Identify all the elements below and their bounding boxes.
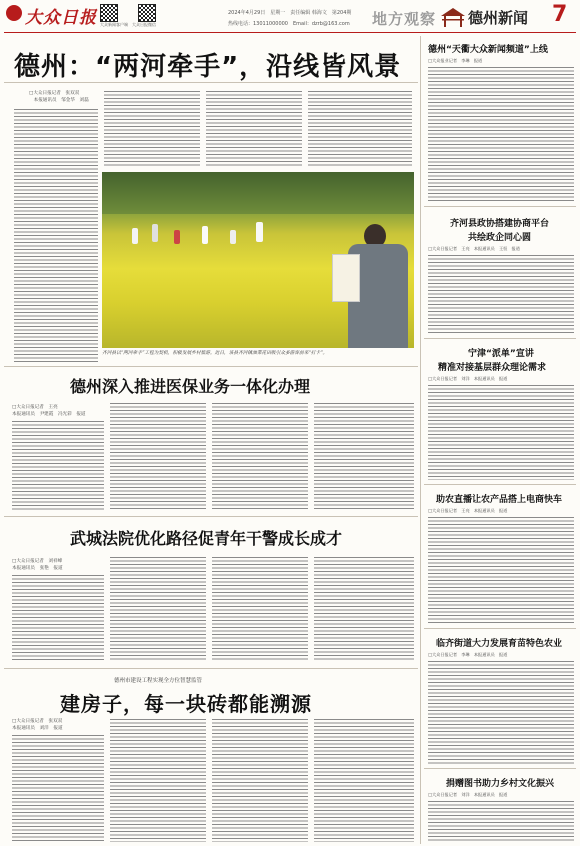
- right-column: [424, 36, 576, 844]
- right-story-5-byline: □大众日报记者 李琳 本报通讯员 报道: [428, 652, 508, 657]
- masthead: [0, 0, 580, 34]
- qr-code-2[interactable]: [138, 4, 156, 22]
- right-story-3-rule: [424, 338, 576, 339]
- story4-text-col-4: [314, 718, 414, 842]
- main-story-photo-caption: 齐河县以“两河牵手”工程为契机，积极发展乡村旅游。近日，该县齐河镇油菜花田吸引众多游客前来“打卡”。: [102, 351, 328, 356]
- page-number: 7: [552, 2, 568, 27]
- right-story-4-rule: [424, 484, 576, 485]
- logo-title: 大众日报: [25, 8, 97, 28]
- masthead-rule: [4, 32, 576, 33]
- right-story-3-text: [428, 384, 574, 480]
- story4-text-col-1: [12, 734, 104, 842]
- story3-title: 武城法院优化路径促青年干警成长成才: [70, 529, 343, 548]
- story3-text-col-3: [212, 556, 308, 662]
- main-story-text-col-3: [206, 90, 302, 168]
- story4-text-col-3: [212, 718, 308, 842]
- right-story-3-title-1: 宁津“派单”宣讲: [468, 349, 534, 359]
- logo-emblem-icon: [6, 5, 22, 21]
- photo-painter: [330, 224, 414, 348]
- main-story-text-col-1: [14, 108, 98, 362]
- right-story-4-text: [428, 516, 574, 624]
- section-city-label: 德州新闻: [468, 9, 529, 27]
- right-story-2-text: [428, 254, 574, 334]
- story2-text-col-1: [12, 420, 104, 510]
- story2: [4, 366, 418, 514]
- right-story-1-byline: □大众报业记者 李琳 报道: [428, 58, 483, 63]
- right-story-2-title-2: 共绘政企同心圆: [468, 233, 532, 243]
- story2-title: 德州深入推进医保业务一体化办理: [70, 377, 311, 396]
- column-divider: [420, 36, 421, 844]
- story3-byline-2: 本报通讯员 张艳 报道: [12, 566, 63, 571]
- right-story-2-rule: [424, 206, 576, 207]
- main-story-byline-2: 本报通讯员 邹金华 刘磊: [29, 98, 89, 103]
- right-story-3-byline: □大众日报记者 刘洋 本报通讯员 报道: [428, 376, 508, 381]
- right-story-1-text: [428, 66, 574, 202]
- story4-byline-1: □大众日报记者 张双双: [12, 719, 63, 724]
- title-rule: [4, 82, 418, 83]
- newspaper-logo: [6, 3, 96, 27]
- story2-byline-1: □大众日报记者 王亮: [12, 405, 58, 410]
- section-label: 地方观察: [372, 10, 437, 28]
- main-story-byline: □大众日报记者 张双双: [29, 91, 80, 96]
- main-story-photo: [102, 172, 414, 348]
- right-story-2-title-1: 齐河县政协搭建协商平台: [450, 219, 550, 229]
- story2-text-col-2: [110, 402, 206, 510]
- section-ornament-icon: [440, 6, 466, 28]
- story3-byline-1: □大众日报记者 刘祥峰: [12, 559, 63, 564]
- right-story-6-rule: [424, 768, 576, 769]
- photo-figures: [132, 218, 272, 258]
- story4-text-col-2: [110, 718, 206, 842]
- photo-tree-line: [102, 172, 414, 214]
- qr-caption-1: 大众新闻客户端: [100, 22, 128, 27]
- right-story-3-title-2: 精准对接基层群众理论需求: [438, 363, 547, 373]
- right-story-4-title: 助农直播让农产品搭上电商快车: [436, 495, 563, 505]
- story4: [4, 668, 418, 844]
- main-story-title: 德州：“两河牵手”，沿线皆风景: [14, 52, 402, 82]
- story2-text-col-3: [212, 402, 308, 510]
- story3: [4, 516, 418, 666]
- main-story: [4, 34, 418, 364]
- story2-text-col-4: [314, 402, 414, 510]
- right-story-6-byline: □大众日报记者 刘洋 本报通讯员 报道: [428, 792, 508, 797]
- story4-byline-2: 本报通讯员 刘洋 报道: [12, 726, 63, 731]
- right-story-5-rule: [424, 628, 576, 629]
- contact-line: 热线电话：13011000000 Email：dzrb@163.com: [228, 21, 350, 27]
- right-story-1-title: 德州“天衢大众新闻频道”上线: [428, 45, 548, 55]
- main-story-text-col-4: [308, 90, 412, 168]
- right-story-6-text: [428, 800, 574, 842]
- date-line: 2024年4月29日 星期一 责任编辑 韩海文 第204期: [228, 10, 352, 16]
- right-story-6-title: 捐赠图书助力乡村文化振兴: [446, 779, 555, 789]
- story3-text-col-4: [314, 556, 414, 662]
- main-story-text-col-2: [104, 90, 200, 168]
- right-story-5-title: 临齐街道大力发展育苗特色农业: [436, 639, 563, 649]
- qr-code-1[interactable]: [100, 4, 118, 22]
- story3-text-col-1: [12, 574, 104, 662]
- right-story-4-byline: □大众日报记者 王亮 本报通讯员 报道: [428, 508, 508, 513]
- story4-title: 建房子，每一块砖都能溯源: [60, 692, 312, 716]
- story4-kicker: 德州市建设工程实现全方位智慧监管: [114, 678, 203, 684]
- right-story-2-byline: □大众日报记者 王亮 本报通讯员 王恒 报道: [428, 246, 520, 251]
- right-story-5-text: [428, 660, 574, 764]
- story3-text-col-2: [110, 556, 206, 662]
- qr-caption-2: 大众日报微信: [132, 22, 156, 27]
- story2-byline-2: 本报通讯员 尹建霞 冯光彩 报道: [12, 412, 86, 417]
